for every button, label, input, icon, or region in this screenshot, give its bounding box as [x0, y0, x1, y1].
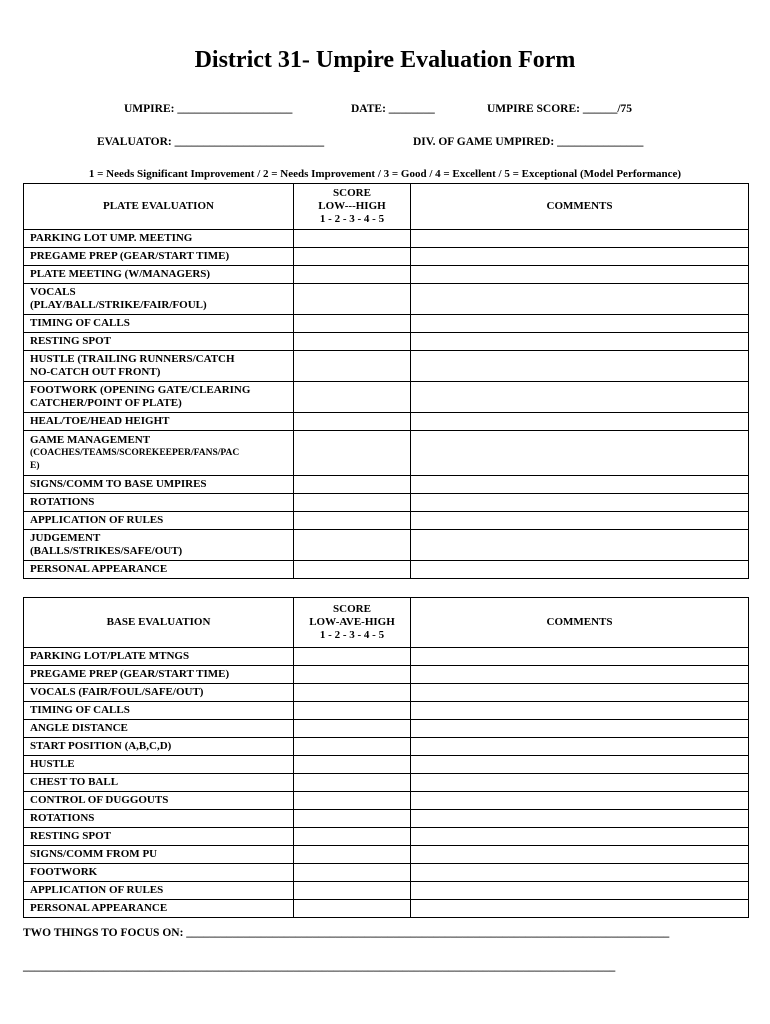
criterion-line: (PLAY/BALL/STRIKE/FAIR/FOUL) [30, 299, 207, 311]
criterion-label: PERSONAL APPEARANCE [24, 900, 294, 918]
table-row [24, 476, 749, 494]
score-cell[interactable] [294, 828, 411, 846]
criterion-label: PERSONAL APPEARANCE [24, 561, 294, 579]
comments-cell[interactable] [411, 792, 749, 810]
comments-cell[interactable] [411, 494, 749, 512]
criterion-label: CONTROL OF DUGGOUTS [24, 792, 294, 810]
score-cell[interactable] [294, 476, 411, 494]
table-row [24, 431, 749, 476]
table-row [24, 648, 749, 666]
criterion-label [24, 351, 294, 382]
comments-cell[interactable] [411, 248, 749, 266]
evaluator-field[interactable]: EVALUATOR: __________________________ [97, 136, 325, 148]
comments-cell[interactable] [411, 756, 749, 774]
table-row [24, 333, 749, 351]
criterion-label [24, 530, 294, 561]
plate-score-scale-label: 1 - 2 - 3 - 4 - 5 [319, 213, 385, 225]
table-row [24, 684, 749, 702]
score-cell[interactable] [294, 666, 411, 684]
table-row [24, 738, 749, 756]
score-cell[interactable] [294, 882, 411, 900]
focus-field[interactable]: TWO THINGS TO FOCUS ON: ____________________________________________________________________________________ [23, 927, 670, 939]
criterion-label: START POSITION (A,B,C,D) [24, 738, 294, 756]
score-cell[interactable] [294, 774, 411, 792]
table-row [24, 774, 749, 792]
comments-cell[interactable] [411, 810, 749, 828]
comments-cell[interactable] [411, 738, 749, 756]
criterion-label: TIMING OF CALLS [24, 315, 294, 333]
table-row [24, 882, 749, 900]
score-cell[interactable] [294, 756, 411, 774]
comments-cell[interactable] [411, 648, 749, 666]
umpire-score-field[interactable]: UMPIRE SCORE: ______/75 [487, 103, 633, 115]
score-cell[interactable] [294, 810, 411, 828]
score-cell[interactable] [294, 720, 411, 738]
score-cell[interactable] [294, 494, 411, 512]
criterion-label: HUSTLE [24, 756, 294, 774]
base-header-row [24, 598, 749, 648]
criterion-line: JUDGEMENT [30, 532, 101, 544]
comments-cell[interactable] [411, 720, 749, 738]
form-title: District 31- Umpire Evaluation Form [194, 47, 576, 73]
base-score-label: SCORE [333, 603, 371, 615]
criterion-line: E) [30, 460, 40, 471]
comments-cell[interactable] [411, 561, 749, 579]
score-cell[interactable] [294, 684, 411, 702]
comments-cell[interactable] [411, 382, 749, 413]
plate-score-label: SCORE [333, 187, 371, 199]
criterion-label: RESTING SPOT [24, 828, 294, 846]
criterion-label [24, 284, 294, 315]
score-cell[interactable] [294, 431, 411, 476]
table-row [24, 702, 749, 720]
comments-cell[interactable] [411, 512, 749, 530]
score-cell[interactable] [294, 738, 411, 756]
table-row [24, 561, 749, 579]
comments-cell[interactable] [411, 284, 749, 315]
score-cell[interactable] [294, 900, 411, 918]
criterion-line: GAME MANAGEMENT [30, 433, 151, 446]
table-row [24, 810, 749, 828]
table-row [24, 530, 749, 561]
table-row [24, 413, 749, 431]
criterion-label: SIGNS/COMM TO BASE UMPIRES [24, 476, 294, 494]
plate-comments-heading: COMMENTS [411, 184, 749, 230]
table-row [24, 720, 749, 738]
criterion-label: FOOTWORK [24, 864, 294, 882]
criterion-label: HEAL/TOE/HEAD HEIGHT [24, 413, 294, 431]
comments-cell[interactable] [411, 900, 749, 918]
plate-score-heading [294, 184, 411, 230]
table-row [24, 494, 749, 512]
criterion-label: PARKING LOT/PLATE MTNGS [24, 648, 294, 666]
score-cell[interactable] [294, 864, 411, 882]
criterion-label: RESTING SPOT [24, 333, 294, 351]
score-cell[interactable] [294, 382, 411, 413]
division-field[interactable]: DIV. OF GAME UMPIRED: _______________ [413, 136, 644, 148]
comments-cell[interactable] [411, 774, 749, 792]
plate-header-row [24, 184, 749, 230]
table-row [24, 382, 749, 413]
comments-cell[interactable] [411, 315, 749, 333]
table-row [24, 512, 749, 530]
score-cell[interactable] [294, 792, 411, 810]
criterion-label: APPLICATION OF RULES [24, 882, 294, 900]
score-cell[interactable] [294, 512, 411, 530]
comments-cell[interactable] [411, 413, 749, 431]
score-cell[interactable] [294, 230, 411, 248]
criterion-line: HUSTLE (TRAILING RUNNERS/CATCH [30, 353, 235, 365]
table-row [24, 230, 749, 248]
comments-cell[interactable] [411, 666, 749, 684]
score-cell[interactable] [294, 413, 411, 431]
date-field[interactable]: DATE: ________ [351, 103, 435, 115]
score-cell[interactable] [294, 351, 411, 382]
criterion-label: APPLICATION OF RULES [24, 512, 294, 530]
criterion-line: NO-CATCH OUT FRONT) [30, 366, 161, 378]
table-row [24, 351, 749, 382]
score-cell[interactable] [294, 530, 411, 561]
criterion-label: PARKING LOT UMP. MEETING [24, 230, 294, 248]
table-row [24, 666, 749, 684]
comments-cell[interactable] [411, 351, 749, 382]
criterion-label: PREGAME PREP (GEAR/START TIME) [24, 248, 294, 266]
table-row [24, 266, 749, 284]
comments-cell[interactable] [411, 846, 749, 864]
criterion-label: ROTATIONS [24, 494, 294, 512]
comments-cell[interactable] [411, 828, 749, 846]
table-row [24, 828, 749, 846]
comments-cell[interactable] [411, 530, 749, 561]
table-row [24, 900, 749, 918]
comments-cell[interactable] [411, 230, 749, 248]
rating-scale-legend: 1 = Needs Significant Improvement / 2 = Needs Improvement / 3 = Good / 4 = Excellent / 5 = Exceptional (Model Performance) [88, 168, 682, 180]
score-cell[interactable] [294, 648, 411, 666]
comments-cell[interactable] [411, 702, 749, 720]
criterion-line: VOCALS [30, 286, 76, 298]
table-row [24, 864, 749, 882]
plate-score-range-label: LOW---HIGH [318, 200, 386, 212]
score-cell[interactable] [294, 561, 411, 579]
criterion-label [24, 382, 294, 413]
comments-cell[interactable] [411, 431, 749, 476]
table-row [24, 846, 749, 864]
table-row [24, 315, 749, 333]
score-cell[interactable] [294, 315, 411, 333]
plate-evaluation-table [23, 183, 749, 579]
comments-cell[interactable] [411, 864, 749, 882]
base-evaluation-heading: BASE EVALUATION [24, 598, 294, 648]
criterion-label: ROTATIONS [24, 810, 294, 828]
base-evaluation-table [23, 597, 749, 918]
table-row [24, 792, 749, 810]
criterion-label: PLATE MEETING (W/MANAGERS) [24, 266, 294, 284]
score-cell[interactable] [294, 248, 411, 266]
score-cell[interactable] [294, 266, 411, 284]
base-score-scale-label: 1 - 2 - 3 - 4 - 5 [319, 629, 385, 641]
focus-continuation-line[interactable]: _______________________________________________________________________________________________________ [23, 961, 616, 973]
criterion-line: FOOTWORK (OPENING GATE/CLEARING [30, 384, 251, 396]
score-cell[interactable] [294, 702, 411, 720]
criterion-label: TIMING OF CALLS [24, 702, 294, 720]
base-comments-heading: COMMENTS [411, 598, 749, 648]
base-score-range-label: LOW-AVE-HIGH [309, 616, 395, 628]
criterion-label: CHEST TO BALL [24, 774, 294, 792]
criterion-line: (BALLS/STRIKES/SAFE/OUT) [30, 545, 183, 557]
umpire-field[interactable]: UMPIRE: ____________________ [124, 103, 293, 115]
table-row [24, 284, 749, 315]
comments-cell[interactable] [411, 333, 749, 351]
criterion-line: CATCHER/POINT OF PLATE) [30, 397, 182, 409]
score-cell[interactable] [294, 333, 411, 351]
comments-cell[interactable] [411, 266, 749, 284]
score-cell[interactable] [294, 284, 411, 315]
criterion-label: PREGAME PREP (GEAR/START TIME) [24, 666, 294, 684]
criterion-line: (COACHES/TEAMS/SCOREKEEPER/FANS/PAC [30, 447, 240, 458]
table-row [24, 756, 749, 774]
comments-cell[interactable] [411, 882, 749, 900]
comments-cell[interactable] [411, 684, 749, 702]
score-cell[interactable] [294, 846, 411, 864]
table-row [24, 248, 749, 266]
base-score-heading [294, 598, 411, 648]
plate-evaluation-heading: PLATE EVALUATION [24, 184, 294, 230]
criterion-label: ANGLE DISTANCE [24, 720, 294, 738]
comments-cell[interactable] [411, 476, 749, 494]
criterion-label: SIGNS/COMM FROM PU [24, 846, 294, 864]
criterion-label [24, 431, 294, 476]
criterion-label: VOCALS (FAIR/FOUL/SAFE/OUT) [24, 684, 294, 702]
